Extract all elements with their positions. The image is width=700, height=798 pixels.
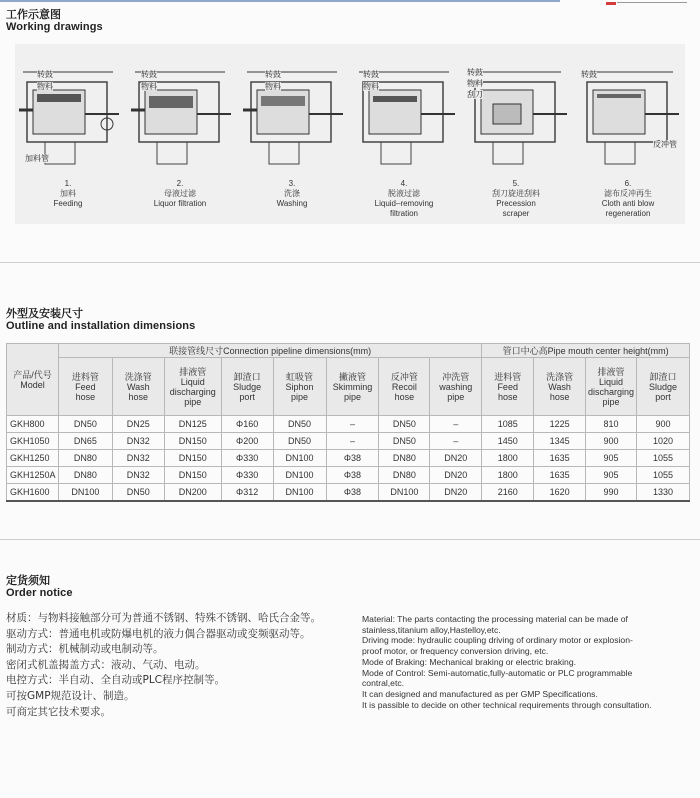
column-header: 排液管 Liquid discharging pipe [164,358,221,416]
step-number: 6. [624,179,632,188]
value-cell: DN50 [112,484,164,501]
value-cell: DN80 [379,467,430,484]
step-number: 4. [400,179,408,188]
caption-step-1 [15,179,121,209]
value-cell: Φ38 [326,450,379,467]
step-en: Cloth anti blow [601,199,655,208]
order-title-cn: 定货须知 [6,575,50,587]
value-cell: DN50 [273,416,326,433]
model-cell: GKH1250 [7,450,59,467]
table-row [7,484,690,501]
drawing-step-6 [575,44,681,224]
value-cell: DN150 [164,467,221,484]
value-cell: Φ160 [221,416,273,433]
drawing-step-2 [127,44,233,224]
note-line: contral,etc. [362,678,405,689]
caption-step-6 [575,179,681,219]
label-scraper: 刮刀 [467,90,483,99]
working-title-en: Working drawings [6,21,103,33]
top-accent-mark [606,2,616,5]
value-cell: DN50 [273,433,326,450]
outline-title [6,308,195,332]
model-cell: GKH1250A [7,467,59,484]
note-line: It can designed and manufactured as per GMP Specifications. [362,688,598,699]
column-header: 卸渣口 Sludge port [636,358,689,416]
step-en: Precession [496,199,536,208]
value-cell: 1055 [636,467,689,484]
label-feed-pipe: 加料管 [25,154,49,163]
section-divider [0,539,700,540]
value-cell: 990 [586,484,637,501]
value-cell: DN80 [58,450,112,467]
step-number: 3. [288,179,296,188]
step-en-2: scraper [502,209,530,218]
note-line: Mode of Braking: Mechanical braking or electric braking. [362,656,576,667]
top-accent-line [617,2,687,3]
value-cell: DN20 [430,450,482,467]
centrifuge-liquid-removing-diagram [351,64,457,174]
column-header: 洗涤管 Wash hose [534,358,586,416]
note-line: Material: The parts contacting the processing material can be made of [362,614,628,624]
step-number: 1. [64,179,72,188]
note-line: stainless,titanium alloy,Hastelloy,etc. [362,624,501,635]
value-cell: DN100 [273,484,326,501]
label-drum: 转鼓 [363,70,379,79]
note-line: Driving mode: hydraulic coupling driving of ordinary motor or explosion- [362,635,633,646]
note-line: 驱动方式：普通电机或防爆电机的液力偶合器驱动或变频驱动等。 [6,627,311,640]
column-header: 反冲管 Recoil hose [379,358,430,416]
centrifuge-washing-diagram [239,64,345,174]
order-notes-en [362,614,692,710]
value-cell: DN100 [273,450,326,467]
value-cell: 2160 [482,484,534,501]
label-material: 物料 [265,82,281,91]
value-cell: DN80 [379,450,430,467]
step-en: Liquid–removing [374,199,434,208]
label-drum: 转鼓 [265,70,281,79]
step-en: Liquor filtration [153,199,207,208]
value-cell: DN100 [379,484,430,501]
caption-step-4 [351,179,457,219]
value-cell: 1620 [534,484,586,501]
label-drum: 转鼓 [141,70,157,79]
value-cell: DN32 [112,433,164,450]
value-cell: – [430,416,482,433]
value-cell: Φ330 [221,450,273,467]
working-drawings-panel [15,44,685,224]
order-title-en: Order notice [6,587,73,599]
value-cell: 1800 [482,467,534,484]
label-material: 物料 [467,79,483,88]
value-cell: – [326,416,379,433]
value-cell: 1450 [482,433,534,450]
note-line: 可按GMP规范设计、制造。 [6,689,135,702]
value-cell: DN100 [273,467,326,484]
value-cell: DN150 [164,433,221,450]
dimensions-body [7,416,690,501]
value-cell: DN20 [430,467,482,484]
label-material: 物料 [141,82,157,91]
value-cell: – [326,433,379,450]
value-cell: DN50 [379,416,430,433]
label-recoil-pipe: 反冲管 [653,140,677,149]
step-number: 2. [176,179,184,188]
outline-title-cn: 外型及安装尺寸 [6,308,83,320]
caption-step-3 [239,179,345,209]
column-header: 撇液管 Skimming pipe [326,358,379,416]
column-header: 进料管 Feed hose [58,358,112,416]
drawing-step-4 [351,44,457,224]
column-header: 洗涤管 Wash hose [112,358,164,416]
column-header: 排液管 Liquid discharging pipe [586,358,637,416]
table-row [7,450,690,467]
value-cell: DN25 [112,416,164,433]
note-line: 制动方式：机械制动或电制动等。 [6,643,164,656]
value-cell: DN32 [112,450,164,467]
column-header-row [7,358,690,416]
note-line: proof motor, or frequency conversion driving, etc. [362,646,549,657]
drawing-step-3 [239,44,345,224]
caption-step-2 [127,179,233,209]
value-cell: DN20 [430,484,482,501]
step-cn: 滤布反冲再生 [604,189,652,198]
step-cn: 加料 [60,189,76,198]
step-en-2: regeneration [605,209,651,218]
value-cell: Φ200 [221,433,273,450]
column-header: 冲洗管 washing pipe [430,358,482,416]
step-cn: 母液过滤 [164,189,196,198]
value-cell: 810 [586,416,637,433]
value-cell: DN200 [164,484,221,501]
value-cell: Φ312 [221,484,273,501]
step-cn: 脱液过滤 [388,189,420,198]
label-material: 物料 [37,82,53,91]
value-cell: 1085 [482,416,534,433]
connection-group-header: 联接管线尺寸Connection pipeline dimensions(mm) [58,344,481,358]
model-cell: GKH800 [7,416,59,433]
dimensions-table [6,343,690,501]
step-en: Washing [276,199,308,208]
value-cell: DN150 [164,450,221,467]
value-cell: DN50 [379,433,430,450]
value-cell: DN100 [58,484,112,501]
working-drawings-title [6,9,103,33]
value-cell: 1345 [534,433,586,450]
value-cell: 900 [636,416,689,433]
value-cell: 1635 [534,467,586,484]
model-header: 产品/代号 Model [7,344,59,416]
note-line: 材质：与物料接触部分可为普通不锈钢、特殊不锈钢、哈氏合金等。 [6,612,321,624]
step-en: Feeding [53,199,83,208]
value-cell: 1020 [636,433,689,450]
top-rule [0,0,560,2]
height-group-header: 管口中心高Pipe mouth center height(mm) [482,344,690,358]
centrifuge-recoil-diagram [575,64,681,174]
note-line: 密闭式机盖揭盖方式：液动、气动、电动。 [6,658,206,671]
value-cell: 1225 [534,416,586,433]
column-header: 进料管 Feed hose [482,358,534,416]
value-cell: DN50 [58,416,112,433]
model-cell: GKH1050 [7,433,59,450]
value-cell: DN125 [164,416,221,433]
value-cell: DN80 [58,467,112,484]
label-drum: 转鼓 [467,68,483,77]
table-bottom-rule [6,500,690,502]
step-en-2: filtration [389,209,418,218]
drawing-step-1 [15,44,121,224]
step-number: 5. [512,179,520,188]
value-cell: DN32 [112,467,164,484]
step-cn: 刮刀旋进刮料 [492,189,540,198]
note-line: 可商定其它技术要求。 [6,705,111,718]
label-drum: 转鼓 [581,70,597,79]
note-line: Mode of Control: Semi-automatic,fully-automatic or PLC programmable [362,667,633,678]
value-cell: 900 [586,433,637,450]
table-row [7,467,690,484]
value-cell: 1635 [534,450,586,467]
value-cell: 1330 [636,484,689,501]
table-row [7,433,690,450]
note-line: 电控方式：半自动、全自动或PLC程序控制等。 [6,674,226,687]
label-drum: 转鼓 [37,70,53,79]
note-line: It is passible to decide on other technical requirements through consultation. [362,699,652,710]
drawing-step-5 [463,44,569,224]
value-cell: Φ38 [326,467,379,484]
value-cell: DN65 [58,433,112,450]
table-row [7,416,690,433]
value-cell: – [430,433,482,450]
column-header: 卸渣口 Sludge port [221,358,273,416]
label-material: 物料 [363,82,379,91]
order-notice-title [6,575,73,599]
centrifuge-filtration-diagram [127,64,233,174]
value-cell: 1800 [482,450,534,467]
caption-step-5 [463,179,569,219]
step-cn: 洗涤 [284,189,300,198]
model-cell: GKH1600 [7,484,59,501]
value-cell: 905 [586,450,637,467]
section-divider [0,262,700,263]
value-cell: 1055 [636,450,689,467]
working-title-cn: 工作示意图 [6,9,61,21]
order-notes-cn [6,611,321,720]
column-header: 虹吸管 Siphon pipe [273,358,326,416]
outline-title-en: Outline and installation dimensions [6,320,196,332]
value-cell: Φ330 [221,467,273,484]
value-cell: Φ38 [326,484,379,501]
value-cell: 905 [586,467,637,484]
